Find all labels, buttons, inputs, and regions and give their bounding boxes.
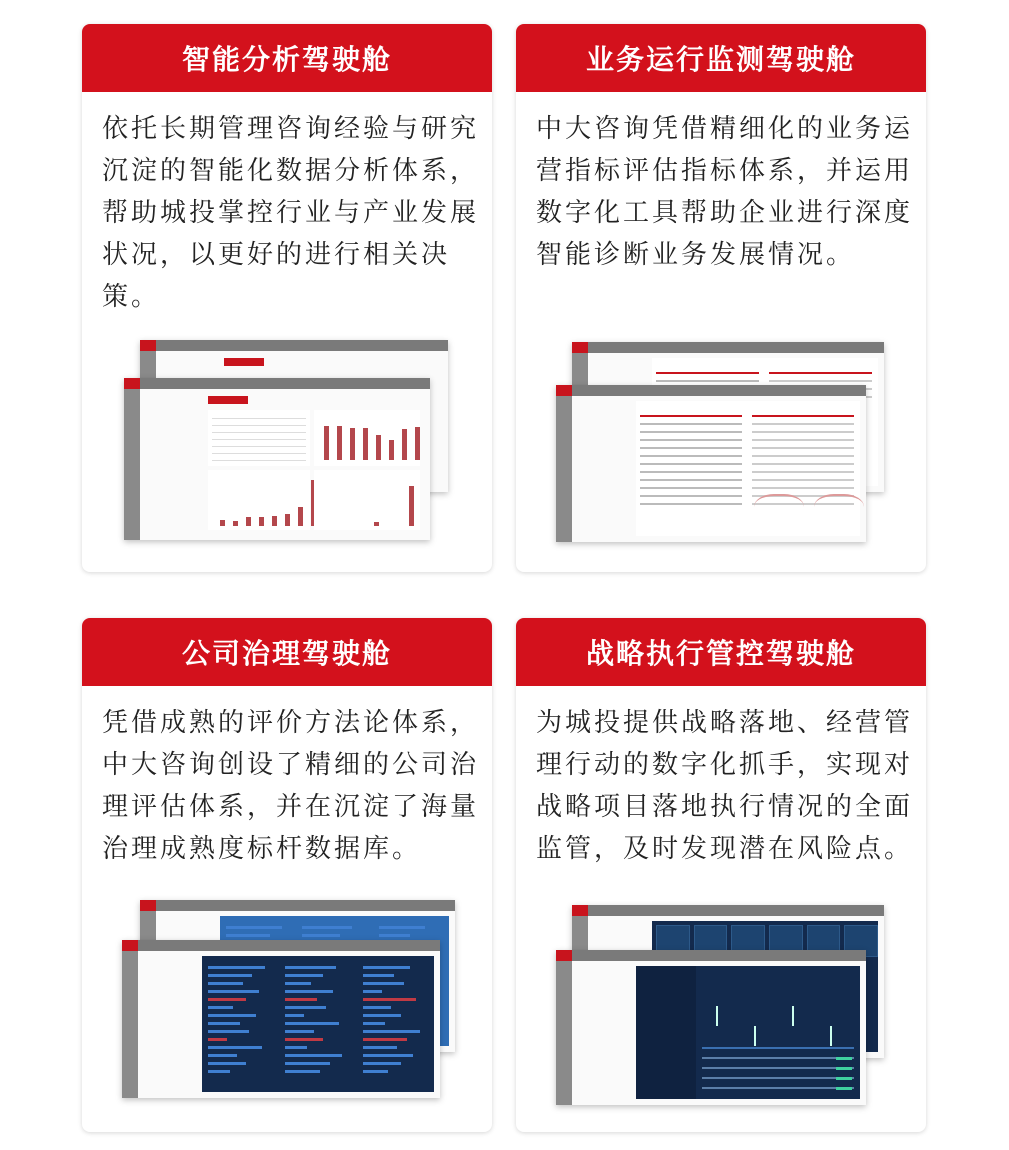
horizontal-bar	[226, 934, 270, 937]
description-line: 监管，及时发现潜在风险点。	[536, 834, 914, 864]
dashboard-content	[636, 966, 860, 1099]
horizontal-bar	[285, 966, 336, 969]
milestone-marker	[754, 1026, 756, 1046]
horizontal-bar	[208, 990, 259, 993]
description-line: 策。	[102, 282, 161, 312]
card-description	[516, 686, 926, 870]
table-row-line	[702, 1067, 854, 1069]
horizontal-bar	[226, 1006, 279, 1009]
table-row-line	[640, 439, 742, 441]
kpi-tile	[769, 925, 803, 957]
chart-bar	[337, 426, 342, 460]
horizontal-bar	[208, 974, 252, 977]
description-line: 帮助城投掌控行业与产业发展	[102, 198, 480, 228]
kpi-tile	[807, 925, 841, 957]
horizontal-bar	[285, 1006, 326, 1009]
horizontal-bar	[363, 982, 404, 985]
horizontal-bar	[226, 990, 267, 993]
nav-tree	[142, 392, 200, 540]
horizontal-bar	[379, 958, 432, 961]
description-line: 治理成熟度标杆数据库。	[102, 834, 422, 864]
front-window	[124, 378, 430, 540]
window-sidebar	[556, 961, 572, 1105]
horizontal-bar	[363, 998, 417, 1001]
table-row-line	[656, 380, 759, 382]
horizontal-bar	[302, 1022, 346, 1025]
table-row-line	[752, 415, 854, 417]
horizontal-bar	[226, 966, 251, 969]
description-line: 沉淀的智能化数据分析体系，	[102, 156, 480, 186]
nav-tree	[158, 914, 216, 1052]
app-logo	[556, 950, 572, 961]
horizontal-bar	[363, 1006, 392, 1009]
horizontal-bar	[302, 998, 339, 1001]
card-corporate-governance	[82, 618, 492, 1132]
progress-indicator	[836, 1057, 852, 1060]
horizontal-bar	[379, 934, 410, 937]
table-row-line	[752, 463, 854, 465]
horizontal-bar	[226, 974, 273, 977]
description-line: 中大咨询凭借精细化的业务运	[536, 114, 914, 144]
chart-bar	[259, 517, 264, 526]
table-line	[212, 460, 306, 461]
chart-bar	[311, 480, 316, 526]
chart-bar	[246, 517, 251, 526]
horizontal-bar	[302, 1006, 324, 1009]
horizontal-bar	[379, 1022, 416, 1025]
dashboard-content	[652, 921, 878, 1052]
chart-bar	[376, 435, 381, 460]
table-row-line	[640, 431, 742, 433]
chart-bar	[402, 429, 407, 460]
horizontal-bar	[226, 942, 260, 945]
horizontal-bar	[302, 974, 321, 977]
nav-tree	[590, 356, 648, 492]
table-row-line	[640, 495, 742, 497]
app-logo	[124, 378, 140, 389]
horizontal-bar	[363, 1030, 420, 1033]
table-row-line	[640, 487, 742, 489]
horizontal-bar	[379, 990, 435, 993]
table-line	[212, 418, 306, 419]
horizontal-bar	[208, 1046, 262, 1049]
horizontal-bar	[285, 1030, 314, 1033]
table-line	[212, 425, 306, 426]
app-logo	[140, 340, 156, 351]
horizontal-bar	[226, 998, 245, 1001]
progress-indicator	[836, 1077, 852, 1080]
progress-indicator	[836, 1067, 852, 1070]
line-chart	[754, 494, 804, 526]
horizontal-bar	[226, 1022, 263, 1025]
table-row-line	[752, 455, 854, 457]
horizontal-bar	[379, 974, 416, 977]
table-row-line	[640, 423, 742, 425]
table-line	[212, 439, 306, 440]
description-line: 数字化工具帮助企业进行深度	[536, 198, 914, 228]
window-sidebar	[124, 389, 140, 540]
dashboard-content	[220, 356, 442, 486]
description-line: 智能诊断业务发展情况。	[536, 240, 856, 270]
horizontal-bar	[285, 1038, 323, 1041]
info-sidebar	[636, 966, 696, 1099]
horizontal-bar	[208, 1070, 230, 1073]
front-window	[122, 940, 440, 1098]
table-row-line	[752, 471, 854, 473]
horizontal-bar	[208, 1054, 237, 1057]
horizontal-bar	[208, 1022, 240, 1025]
description-line: 战略项目落地执行情况的全面	[536, 792, 914, 822]
card-title: 公司治理驾驶舱	[82, 618, 492, 686]
horizontal-bar	[285, 998, 317, 1001]
table-panel	[208, 410, 310, 466]
horizontal-bar	[226, 958, 263, 961]
kpi-tile	[694, 925, 728, 957]
description-line: 理行动的数字化抓手，实现对	[536, 750, 914, 780]
horizontal-bar	[226, 926, 282, 929]
dashboard-tab	[224, 358, 264, 366]
back-window	[140, 900, 455, 1052]
table-row-line	[752, 423, 854, 425]
table-row-line	[640, 463, 742, 465]
app-logo	[140, 900, 156, 911]
horizontal-bar	[208, 966, 265, 969]
horizontal-bar	[363, 1038, 407, 1041]
horizontal-bar	[302, 1030, 336, 1033]
horizontal-bar	[226, 950, 276, 953]
description-line: 理评估体系，并在沉淀了海量	[102, 792, 480, 822]
table-row-line	[769, 388, 872, 390]
nav-tree	[140, 954, 198, 1098]
nav-tree	[158, 354, 216, 492]
horizontal-bar	[379, 966, 407, 969]
back-window	[572, 905, 884, 1058]
table-row-line	[769, 372, 872, 374]
horizontal-bar	[208, 1062, 246, 1065]
card-title: 智能分析驾驶舱	[82, 24, 492, 92]
table-row-line	[752, 439, 854, 441]
horizontal-bar	[302, 950, 349, 953]
table-row-line	[702, 1057, 854, 1059]
chart-bar	[374, 522, 379, 527]
table-row-line	[656, 396, 759, 398]
window-titlebar	[124, 378, 430, 389]
table-line	[212, 453, 306, 454]
horizontal-bar	[302, 982, 355, 985]
kpi-tile	[844, 925, 878, 957]
table-row-line	[640, 471, 742, 473]
description-line: 依托长期管理咨询经验与研究	[102, 114, 480, 144]
chart-bar	[389, 440, 394, 460]
card-strategy-execution	[516, 618, 926, 1132]
card-smart-analysis	[82, 24, 492, 572]
progress-indicator	[836, 1087, 852, 1090]
horizontal-bar	[363, 1014, 401, 1017]
bar-chart-panel	[208, 470, 310, 530]
table-row-line	[640, 455, 742, 457]
window-titlebar	[122, 940, 440, 951]
table-row-line	[752, 495, 854, 497]
chart-bar	[415, 427, 420, 460]
horizontal-bar	[208, 982, 243, 985]
window-titlebar	[140, 900, 455, 911]
horizontal-bar	[285, 1054, 342, 1057]
nav-tree	[574, 399, 632, 542]
horizontal-bar	[208, 1038, 227, 1041]
table-row-line	[752, 479, 854, 481]
card-title: 业务运行监测驾驶舱	[516, 24, 926, 92]
kpi-tile	[656, 925, 690, 957]
chart-bar	[324, 426, 329, 460]
table-row-line	[640, 447, 742, 449]
horizontal-bar	[285, 1070, 320, 1073]
horizontal-bar	[363, 1062, 401, 1065]
dashboard-content	[652, 358, 878, 486]
horizontal-bar	[285, 1022, 339, 1025]
app-logo	[572, 342, 588, 353]
horizontal-bar	[379, 942, 420, 945]
card-description	[82, 686, 492, 870]
table-row-line	[769, 396, 872, 398]
horizontal-bar	[379, 1030, 404, 1033]
horizontal-bar	[363, 1070, 388, 1073]
table-row-line	[656, 388, 759, 390]
dashboard-content	[202, 956, 434, 1092]
horizontal-bar	[208, 998, 246, 1001]
app-logo	[556, 385, 572, 396]
table-row-line	[640, 479, 742, 481]
horizontal-bar	[285, 974, 323, 977]
table-row-line	[656, 372, 759, 374]
horizontal-bar	[363, 1054, 414, 1057]
milestone-marker	[830, 1026, 832, 1046]
horizontal-bar	[226, 982, 257, 985]
table-row-line	[752, 487, 854, 489]
horizontal-bar	[226, 1014, 254, 1017]
dashboard-content	[204, 394, 424, 534]
kpi-tile	[731, 925, 765, 957]
horizontal-bar	[302, 990, 330, 993]
card-description	[516, 92, 926, 276]
description-line: 凭借成熟的评价方法论体系，	[102, 708, 480, 738]
horizontal-bar	[285, 1014, 304, 1017]
horizontal-bar	[363, 1022, 385, 1025]
horizontal-bar	[302, 942, 327, 945]
chart-bar	[350, 428, 355, 460]
horizontal-bar	[363, 974, 395, 977]
line-chart	[814, 494, 864, 526]
horizontal-bar	[208, 1014, 256, 1017]
horizontal-bar	[379, 1014, 429, 1017]
front-window	[556, 950, 866, 1105]
horizontal-bar	[302, 958, 333, 961]
table-row-line	[752, 431, 854, 433]
card-title: 战略执行管控驾驶舱	[516, 618, 926, 686]
horizontal-bar	[285, 982, 310, 985]
milestone-marker	[716, 1006, 718, 1026]
horizontal-bar	[208, 1030, 249, 1033]
table-row-line	[640, 415, 742, 417]
table-line	[212, 446, 306, 447]
horizontal-bar	[363, 1046, 398, 1049]
app-logo	[122, 940, 138, 951]
window-sidebar	[140, 911, 156, 1052]
horizontal-bar	[363, 990, 382, 993]
chart-bar	[220, 520, 225, 526]
window-sidebar	[572, 916, 588, 1058]
table-row-line	[752, 447, 854, 449]
table-row-line	[702, 1077, 854, 1079]
description-line: 状况，以更好的进行相关决	[102, 240, 451, 270]
back-window	[572, 342, 884, 492]
card-business-monitoring	[516, 24, 926, 572]
chart-bar	[363, 428, 368, 460]
horizontal-bar	[379, 982, 401, 985]
chart-bar	[409, 486, 414, 527]
window-titlebar	[556, 950, 866, 961]
horizontal-bar	[302, 966, 343, 969]
horizontal-bar	[302, 934, 339, 937]
horizontal-bar	[285, 1046, 307, 1049]
horizontal-bar	[379, 1006, 413, 1009]
table-row-line	[752, 503, 854, 505]
chart-bar	[285, 514, 290, 526]
front-window	[556, 385, 866, 542]
dashboard-content	[220, 916, 449, 1046]
horizontal-bar	[379, 926, 426, 929]
horizontal-bar	[379, 998, 423, 1001]
window-sidebar	[556, 396, 572, 542]
window-titlebar	[556, 385, 866, 396]
card-description	[82, 92, 492, 318]
bar-chart-panel	[314, 410, 420, 466]
description-line: 为城投提供战略落地、经营管	[536, 708, 914, 738]
chart-bar	[298, 507, 303, 526]
chart-bar	[272, 516, 277, 526]
window-titlebar	[572, 905, 884, 916]
description-line: 营指标评估指标体系，并运用	[536, 156, 914, 186]
window-sidebar	[140, 351, 156, 492]
table-row-line	[702, 1047, 854, 1049]
horizontal-bar	[363, 966, 411, 969]
dashboard-content	[636, 401, 860, 536]
back-window	[140, 340, 448, 492]
horizontal-bar	[302, 1014, 358, 1017]
nav-tree	[590, 919, 648, 1058]
table-row-line	[640, 503, 742, 505]
dashboard-tab	[208, 396, 248, 404]
horizontal-bar	[285, 1062, 329, 1065]
bar-chart-panel	[314, 470, 420, 530]
table-row-line	[702, 1087, 854, 1089]
chart-bar	[233, 521, 238, 526]
horizontal-bar	[208, 1006, 233, 1009]
table-line	[212, 432, 306, 433]
table-row-line	[769, 380, 872, 382]
window-titlebar	[140, 340, 448, 351]
window-sidebar	[572, 353, 588, 492]
horizontal-bar	[302, 926, 352, 929]
nav-tree	[574, 964, 632, 1105]
horizontal-bar	[226, 1030, 248, 1033]
app-logo	[572, 905, 588, 916]
horizontal-bar	[285, 990, 333, 993]
milestone-marker	[792, 1006, 794, 1026]
horizontal-bar	[379, 950, 398, 953]
description-line: 中大咨询创设了精细的公司治	[102, 750, 480, 780]
window-sidebar	[122, 951, 138, 1098]
window-titlebar	[572, 342, 884, 353]
